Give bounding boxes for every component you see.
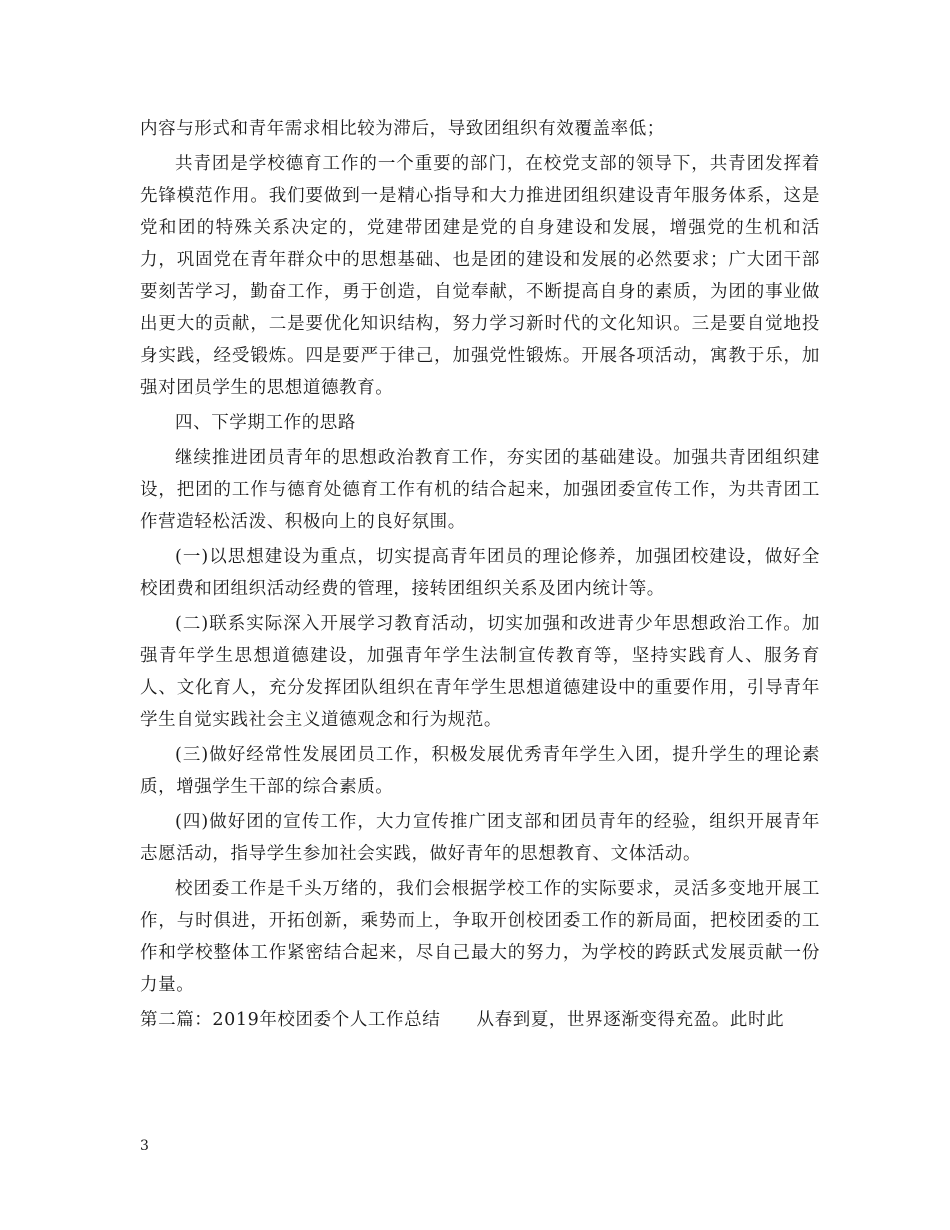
- paragraph: 内容与形式和青年需求相比较为滞后，导致团组织有效覆盖率低；: [140, 119, 665, 139]
- section-heading: 四、下学期工作的思路: [175, 413, 356, 433]
- document-body: [140, 113, 820, 1039]
- paragraph: (三)做好经常性发展团员工作，积极发展优秀青年学生入团，提升学生的理论素质，增强学生干部的综合素质。: [140, 745, 820, 797]
- paragraph: (一)以思想建设为重点，切实提高青年团员的理论修养，加强团校建设，做好全校团费和团组织活动经费的管理，接转团组织关系及团内统计等。: [140, 547, 820, 599]
- page-number: 3: [140, 1138, 149, 1154]
- paragraph: 第二篇：2019年校团委个人工作总结 从春到夏，世界逐渐变得充盈。此时此: [140, 1010, 785, 1030]
- paragraph: 校团委工作是千头万绪的，我们会根据学校工作的实际要求，灵活多变地开展工作，与时俱进，开拓创新，乘势而上，争取开创校团委工作的新局面，把校团委的工作和学校整体工作紧密结合起来，尽自己最大的努力，为学校的跨跃式发展贡献一份力量。: [140, 879, 820, 995]
- paragraph: 共青团是学校德育工作的一个重要的部门，在校党支部的领导下，共青团发挥着先锋模范作用。我们要做到一是精心指导和大力推进团组织建设青年服务体系，这是党和团的特殊关系决定的，党建带团建是党的自身建设和发展，增强党的生机和活力，巩固党在青年群众中的思想基础、也是团的建设和发展的必然要求；广大团干部要刻苦学习，勤奋工作，勇于创造，自觉奉献，不断提高自身的素质，为团的事业做出更大的贡献，二是要优化知识结构，努力学习新时代的文化知识。三是要自觉地投身实践，经受锻炼。四是要严于律己，加强党性锻炼。开展各项活动，寓教于乐，加强对团员学生的思想道德教育。: [140, 154, 820, 398]
- paragraph: (二)联系实际深入开展学习教育活动，切实加强和改进青少年思想政治工作。加强青年学生思想道德建设，加强青年学生法制宣传教育等，坚持实践育人、服务育人、文化育人，充分发挥团队组织在青年学生思想道德建设中的重要作用，引导青年学生自觉实践社会主义道德观念和行为规范。: [140, 614, 820, 730]
- paragraph: 继续推进团员青年的思想政治教育工作，夯实团的基础建设。加强共青团组织建设，把团的工作与德育处德育工作有机的结合起来，加强团委宣传工作，为共青团工作营造轻松活泼、积极向上的良好氛围。: [140, 448, 820, 532]
- paragraph: (四)做好团的宣传工作，大力宣传推广团支部和团员青年的经验，组织开展青年志愿活动，指导学生参加社会实践，做好青年的思想教育、文体活动。: [140, 812, 820, 864]
